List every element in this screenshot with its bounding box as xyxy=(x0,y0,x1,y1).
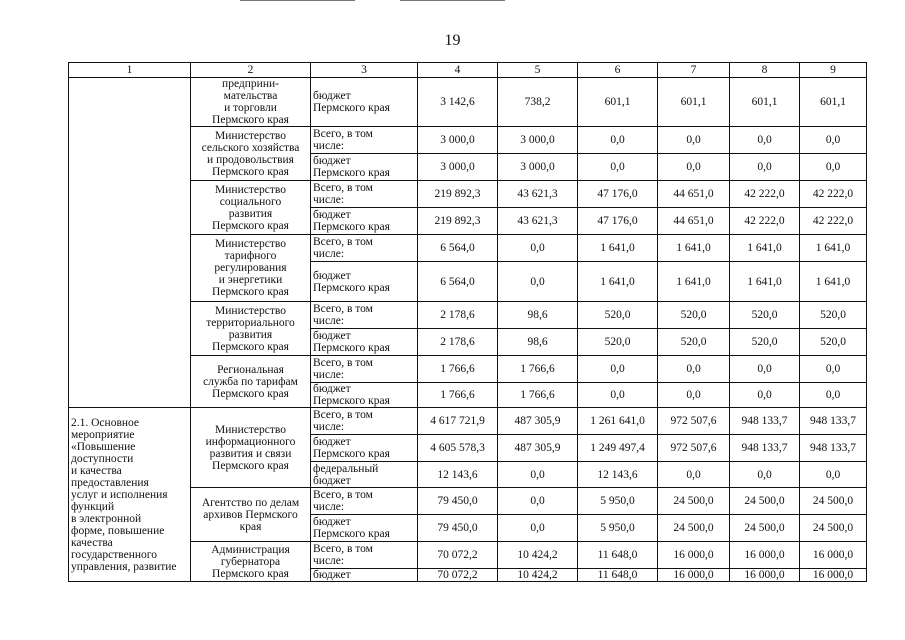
column-number-3: 3 xyxy=(311,63,418,78)
amount-col-7: 0,0 xyxy=(658,462,730,488)
amount-col-6: 11 648,0 xyxy=(578,569,658,582)
budget-table xyxy=(68,62,867,582)
amount-col-6: 601,1 xyxy=(578,78,658,127)
page-number: 19 xyxy=(444,32,461,49)
amount-col-7: 16 000,0 xyxy=(658,569,730,582)
amount-col-9: 0,0 xyxy=(800,154,867,181)
column-number-7: 7 xyxy=(658,63,730,78)
amount-col-5: 10 424,2 xyxy=(498,569,578,582)
column-number-6: 6 xyxy=(578,63,658,78)
header-row xyxy=(69,63,867,78)
amount-col-8: 520,0 xyxy=(730,329,800,356)
amount-col-7: 520,0 xyxy=(658,302,730,329)
amount-col-5: 3 000,0 xyxy=(498,154,578,181)
amount-col-9: 601,1 xyxy=(800,78,867,127)
amount-col-8: 42 222,0 xyxy=(730,208,800,235)
amount-col-7: 24 500,0 xyxy=(658,515,730,542)
amount-col-6: 1 641,0 xyxy=(578,262,658,302)
amount-col-4: 70 072,2 xyxy=(418,542,498,569)
organization-name: Министерство социального развития Пермского края xyxy=(191,181,311,235)
amount-col-8: 24 500,0 xyxy=(730,515,800,542)
amount-col-9: 16 000,0 xyxy=(800,542,867,569)
column-number-2: 2 xyxy=(191,63,311,78)
amount-col-6: 47 176,0 xyxy=(578,181,658,208)
funding-source: бюджет Пермского края xyxy=(311,515,418,542)
amount-col-9: 0,0 xyxy=(800,356,867,383)
amount-col-7: 16 000,0 xyxy=(658,542,730,569)
amount-col-5: 0,0 xyxy=(498,235,578,262)
amount-col-8: 601,1 xyxy=(730,78,800,127)
amount-col-9: 24 500,0 xyxy=(800,488,867,515)
column-number-8: 8 xyxy=(730,63,800,78)
amount-col-6: 47 176,0 xyxy=(578,208,658,235)
organization-name: Администрация губернатора Пермского края xyxy=(191,542,311,582)
organization-name: Министерство территориального развития Пермского края xyxy=(191,302,311,356)
column-number-4: 4 xyxy=(418,63,498,78)
amount-col-6: 1 261 641,0 xyxy=(578,408,658,435)
amount-col-4: 219 892,3 xyxy=(418,181,498,208)
amount-col-4: 4 617 721,9 xyxy=(418,408,498,435)
amount-col-6: 5 950,0 xyxy=(578,515,658,542)
amount-col-4: 79 450,0 xyxy=(418,488,498,515)
amount-col-8: 0,0 xyxy=(730,127,800,154)
amount-col-7: 0,0 xyxy=(658,127,730,154)
amount-col-8: 1 641,0 xyxy=(730,262,800,302)
amount-col-4: 2 178,6 xyxy=(418,329,498,356)
top-rule-right xyxy=(400,0,505,1)
amount-col-5: 98,6 xyxy=(498,329,578,356)
funding-source: бюджет Пермского края xyxy=(311,262,418,302)
amount-col-8: 1 641,0 xyxy=(730,235,800,262)
organization-name: Региональная служба по тарифам Пермского края xyxy=(191,356,311,408)
amount-col-5: 0,0 xyxy=(498,462,578,488)
amount-col-6: 5 950,0 xyxy=(578,488,658,515)
amount-col-7: 0,0 xyxy=(658,154,730,181)
amount-col-8: 0,0 xyxy=(730,462,800,488)
amount-col-4: 2 178,6 xyxy=(418,302,498,329)
amount-col-9: 1 641,0 xyxy=(800,235,867,262)
amount-col-5: 487 305,9 xyxy=(498,435,578,462)
amount-col-6: 0,0 xyxy=(578,383,658,408)
amount-col-7: 972 507,6 xyxy=(658,408,730,435)
funding-source: Всего, в том числе: xyxy=(311,302,418,329)
funding-source: бюджет Пермского края xyxy=(311,435,418,462)
amount-col-9: 42 222,0 xyxy=(800,208,867,235)
funding-source: Всего, в том числе: xyxy=(311,488,418,515)
amount-col-5: 0,0 xyxy=(498,488,578,515)
organization-name: Министерство информационного развития и связи Пермского края xyxy=(191,408,311,488)
amount-col-8: 42 222,0 xyxy=(730,181,800,208)
amount-col-5: 0,0 xyxy=(498,262,578,302)
amount-col-9: 0,0 xyxy=(800,127,867,154)
funding-source: федеральный бюджет xyxy=(311,462,418,488)
column-1-empty xyxy=(69,78,191,408)
amount-col-9: 948 133,7 xyxy=(800,435,867,462)
amount-col-6: 520,0 xyxy=(578,329,658,356)
amount-col-7: 44 651,0 xyxy=(658,208,730,235)
organization-name: Министерство сельского хозяйства и продовольствия Пермского края xyxy=(191,127,311,181)
amount-col-5: 1 766,6 xyxy=(498,356,578,383)
funding-source: Всего, в том числе: xyxy=(311,542,418,569)
amount-col-7: 601,1 xyxy=(658,78,730,127)
amount-col-6: 520,0 xyxy=(578,302,658,329)
amount-col-8: 16 000,0 xyxy=(730,569,800,582)
funding-source: Всего, в том числе: xyxy=(311,356,418,383)
column-number-9: 9 xyxy=(800,63,867,78)
funding-source: бюджет Пермского края xyxy=(311,383,418,408)
table-row xyxy=(69,78,867,127)
activity-2-1-title: 2.1. Основное мероприятие «Повышение доступности и качества предоставления услуг и исполнения функций в электронной форме, повышение качества государственного управления, развитие xyxy=(69,408,191,582)
amount-col-9: 0,0 xyxy=(800,462,867,488)
table-row xyxy=(69,408,867,435)
amount-col-7: 972 507,6 xyxy=(658,435,730,462)
funding-source: бюджет xyxy=(311,569,418,582)
amount-col-6: 1 641,0 xyxy=(578,235,658,262)
organization-name: предприни- мательства и торговли Пермского края xyxy=(191,78,311,127)
amount-col-4: 3 000,0 xyxy=(418,127,498,154)
amount-col-9: 520,0 xyxy=(800,329,867,356)
amount-col-8: 0,0 xyxy=(730,383,800,408)
amount-col-5: 487 305,9 xyxy=(498,408,578,435)
amount-col-7: 1 641,0 xyxy=(658,235,730,262)
funding-source: Всего, в том числе: xyxy=(311,235,418,262)
amount-col-7: 520,0 xyxy=(658,329,730,356)
amount-col-4: 12 143,6 xyxy=(418,462,498,488)
amount-col-8: 16 000,0 xyxy=(730,542,800,569)
amount-col-6: 0,0 xyxy=(578,127,658,154)
amount-col-7: 24 500,0 xyxy=(658,488,730,515)
amount-col-5: 98,6 xyxy=(498,302,578,329)
funding-source: бюджет Пермского края xyxy=(311,208,418,235)
amount-col-5: 738,2 xyxy=(498,78,578,127)
amount-col-4: 6 564,0 xyxy=(418,262,498,302)
amount-col-9: 24 500,0 xyxy=(800,515,867,542)
organization-name: Агентство по делам архивов Пермского края xyxy=(191,488,311,542)
amount-col-6: 0,0 xyxy=(578,356,658,383)
funding-source: Всего, в том числе: xyxy=(311,181,418,208)
amount-col-4: 219 892,3 xyxy=(418,208,498,235)
amount-col-7: 0,0 xyxy=(658,383,730,408)
amount-col-9: 16 000,0 xyxy=(800,569,867,582)
amount-col-6: 0,0 xyxy=(578,154,658,181)
amount-col-4: 3 142,6 xyxy=(418,78,498,127)
amount-col-4: 4 605 578,3 xyxy=(418,435,498,462)
amount-col-5: 3 000,0 xyxy=(498,127,578,154)
amount-col-4: 79 450,0 xyxy=(418,515,498,542)
amount-col-5: 1 766,6 xyxy=(498,383,578,408)
top-rule-left xyxy=(240,0,355,1)
amount-col-6: 12 143,6 xyxy=(578,462,658,488)
amount-col-8: 948 133,7 xyxy=(730,408,800,435)
funding-source: бюджет Пермского края xyxy=(311,329,418,356)
amount-col-7: 44 651,0 xyxy=(658,181,730,208)
funding-source: Всего, в том числе: xyxy=(311,127,418,154)
amount-col-8: 24 500,0 xyxy=(730,488,800,515)
amount-col-9: 1 641,0 xyxy=(800,262,867,302)
amount-col-7: 0,0 xyxy=(658,356,730,383)
amount-col-8: 0,0 xyxy=(730,154,800,181)
amount-col-6: 1 249 497,4 xyxy=(578,435,658,462)
amount-col-4: 3 000,0 xyxy=(418,154,498,181)
amount-col-5: 43 621,3 xyxy=(498,181,578,208)
amount-col-5: 10 424,2 xyxy=(498,542,578,569)
amount-col-6: 11 648,0 xyxy=(578,542,658,569)
funding-source: бюджет Пермского края xyxy=(311,154,418,181)
amount-col-9: 520,0 xyxy=(800,302,867,329)
amount-col-9: 42 222,0 xyxy=(800,181,867,208)
amount-col-9: 948 133,7 xyxy=(800,408,867,435)
amount-col-8: 0,0 xyxy=(730,356,800,383)
column-number-1: 1 xyxy=(69,63,191,78)
amount-col-5: 43 621,3 xyxy=(498,208,578,235)
amount-col-4: 1 766,6 xyxy=(418,383,498,408)
funding-source: бюджет Пермского края xyxy=(311,78,418,127)
column-number-5: 5 xyxy=(498,63,578,78)
amount-col-4: 1 766,6 xyxy=(418,356,498,383)
amount-col-4: 70 072,2 xyxy=(418,569,498,582)
amount-col-8: 520,0 xyxy=(730,302,800,329)
amount-col-9: 0,0 xyxy=(800,383,867,408)
amount-col-8: 948 133,7 xyxy=(730,435,800,462)
amount-col-7: 1 641,0 xyxy=(658,262,730,302)
funding-source: Всего, в том числе: xyxy=(311,408,418,435)
amount-col-4: 6 564,0 xyxy=(418,235,498,262)
amount-col-5: 0,0 xyxy=(498,515,578,542)
organization-name: Министерство тарифного регулирования и энергетики Пермского края xyxy=(191,235,311,302)
